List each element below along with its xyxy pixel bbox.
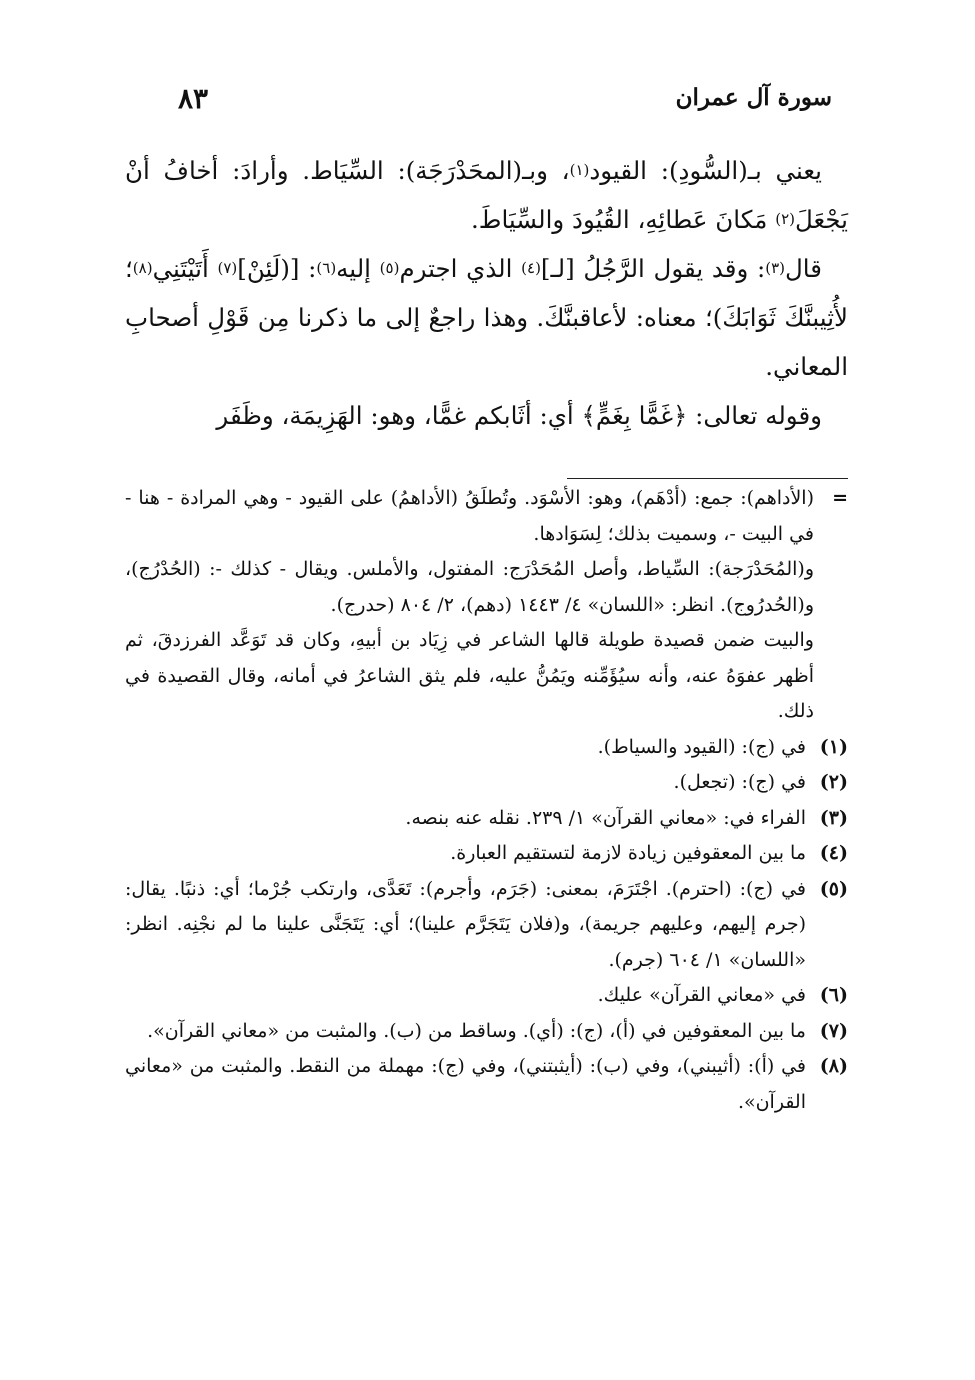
footnote-ref: (٧): [217, 259, 238, 277]
text-run: الذي اجترم: [399, 254, 522, 283]
main-paragraph: [125, 391, 848, 440]
footnote-item: [125, 1049, 848, 1120]
footnote-text: في (أ): (أثيبني)، وفي (ب): (أيثبتني)، وفي (ج): مهملة من النقط. والمثبت من «معاني القرآن».: [125, 1055, 806, 1113]
running-title: سورة آل عمران: [675, 84, 832, 111]
text-run: أَتَيْتَنِي: [152, 254, 218, 283]
text-run: ؛ لأُثِيبنَّكَ ثَوَابَكَ)؛ معناه: لأعاقبنَّكَ. وهذا راجعٌ إلى ما ذكرنا مِن قَوْلِ أصحابِ المعاني.: [125, 254, 848, 381]
footnote-item: [125, 872, 848, 979]
footnote-text: في (ج): (تجعل).: [673, 771, 806, 793]
text-run: إليه: [336, 254, 380, 283]
footnote-text: الفراء في: «معاني القرآن» ١/ ٢٣٩. نقله عنه بنصه.: [405, 806, 806, 829]
text-run: يعني بـ(السُّودِ): القيود: [589, 156, 822, 185]
footnote-text: ما بين المعقوفين زيادة لازمة لتستقيم العبارة.: [450, 842, 806, 864]
footnote-item: [125, 978, 848, 1014]
text-run: ، وبـ(المحَدْرَجَة): السِّيَاط. وأرادَ: أخافُ أنْ يَجْعَلَ: [125, 156, 848, 234]
page-header: [0, 80, 975, 120]
text-run: مَكانَ عَطائِهِ، القُيُودَ والسِّيَاطَ.: [471, 205, 776, 234]
footnote-text: في (ج): (احترم). اجْتَرَمَ، بمعنى: (جَرَم، وأجرم): تَعَدَّى، وارتكب جُرْما؛ أي: ذنبًا. يقال: (جرم إليهم، وعليهم جريمة)، و(فلان يَتَجَرَّم علينا)؛ أي: يَتَجَنَّى علينا ما لم نجْنِه. انظر: «اللسان» ١/ ٦٠٤ (جرم).: [125, 877, 806, 971]
footnote-number: (٤): [819, 842, 848, 864]
main-paragraph: [125, 146, 848, 244]
footnote-ref: (٥): [379, 259, 400, 277]
footnote-text: في (ج): (القيود والسياط).: [597, 735, 806, 758]
main-text: [125, 146, 848, 440]
footnote-number: (٥): [819, 877, 848, 900]
footnote-item: [125, 730, 848, 766]
footnote-number: (٧): [819, 1019, 848, 1042]
footnote-text: في «معاني القرآن» عليك.: [597, 984, 806, 1006]
footnote-number: (٢): [819, 771, 848, 793]
footnote-item: [125, 765, 848, 801]
footnote-item: [125, 1014, 848, 1050]
footnote-item: [125, 801, 848, 837]
continuation-paragraph: والبيت ضمن قصيدة طويلة قالها الشاعر في زِيَاد بن أبيهِ، وكان قد تَوَعَّد الفرزدقَ، ثم أظهر عفوَهُ عنه، وأنه سيُؤَمِّنه ويَمُنُّ عليه، فلم يثق الشاعرُ في أمانه، وقال القصيدة في ذلك.: [125, 629, 814, 722]
footnote-number: (٨): [819, 1055, 848, 1077]
footnotes: [125, 481, 848, 1120]
footnote-text: ما بين المعقوفين في (أ)، (ج): (أي). وساقط من (ب). والمثبت من «معاني القرآن».: [147, 1019, 806, 1042]
continuation-paragraph: (الأداهم): جمع: (أدْهَم)، وهو: الأسْوَد. وتُطلَقُ (الأداهمُ) على القيود - وهي المرادة - هنا - في البيت -، وسميت بذلك؛ لِسَوَادها.: [125, 487, 814, 545]
footnote-separator: [567, 478, 848, 479]
footnote-number: (٦): [819, 984, 848, 1006]
continuation-mark: =: [832, 487, 848, 509]
footnote-number: (١): [819, 735, 848, 758]
footnote-item: [125, 836, 848, 872]
text-run: : وقد يقول الرَّجُلُ [لـ]: [540, 254, 766, 283]
footnote-number: (٣): [819, 806, 848, 829]
footnote-continuation: [125, 481, 848, 730]
continuation-body: [125, 481, 814, 730]
footnote-ref: (٤): [521, 259, 541, 277]
footnote-ref: (٣): [765, 259, 785, 277]
footnote-ref: (١): [569, 161, 590, 179]
text-run: : [(لَئِنْ]: [237, 254, 317, 283]
footnote-ref: (٦): [316, 259, 337, 277]
text-run: قال: [785, 254, 822, 283]
footnote-list: [125, 730, 848, 1121]
page-number: ٨٣: [178, 82, 209, 115]
continuation-paragraph: و(المُحَدْرَجة): السِّياط، وأصل المُحَدْرَج: المفتول، والأملس. ويقال - كذلك -: (الحُدْرُج)، و(الحُدرُوج). انظر: «اللسان» ٤/ ١٤٤٣ (دهم)، ٢/ ٨٠٤ (حدرج).: [125, 558, 814, 616]
main-paragraph: [125, 244, 848, 391]
footnote-ref: (٢): [775, 210, 795, 228]
text-run: وقوله تعالى: ﴿غَمًّا بِغَمٍّ﴾ أي: أثَابكم غمًّا، وهو: الهَزِيمَة، وظَفَر: [216, 401, 822, 430]
footnote-ref: (٨): [132, 259, 153, 277]
